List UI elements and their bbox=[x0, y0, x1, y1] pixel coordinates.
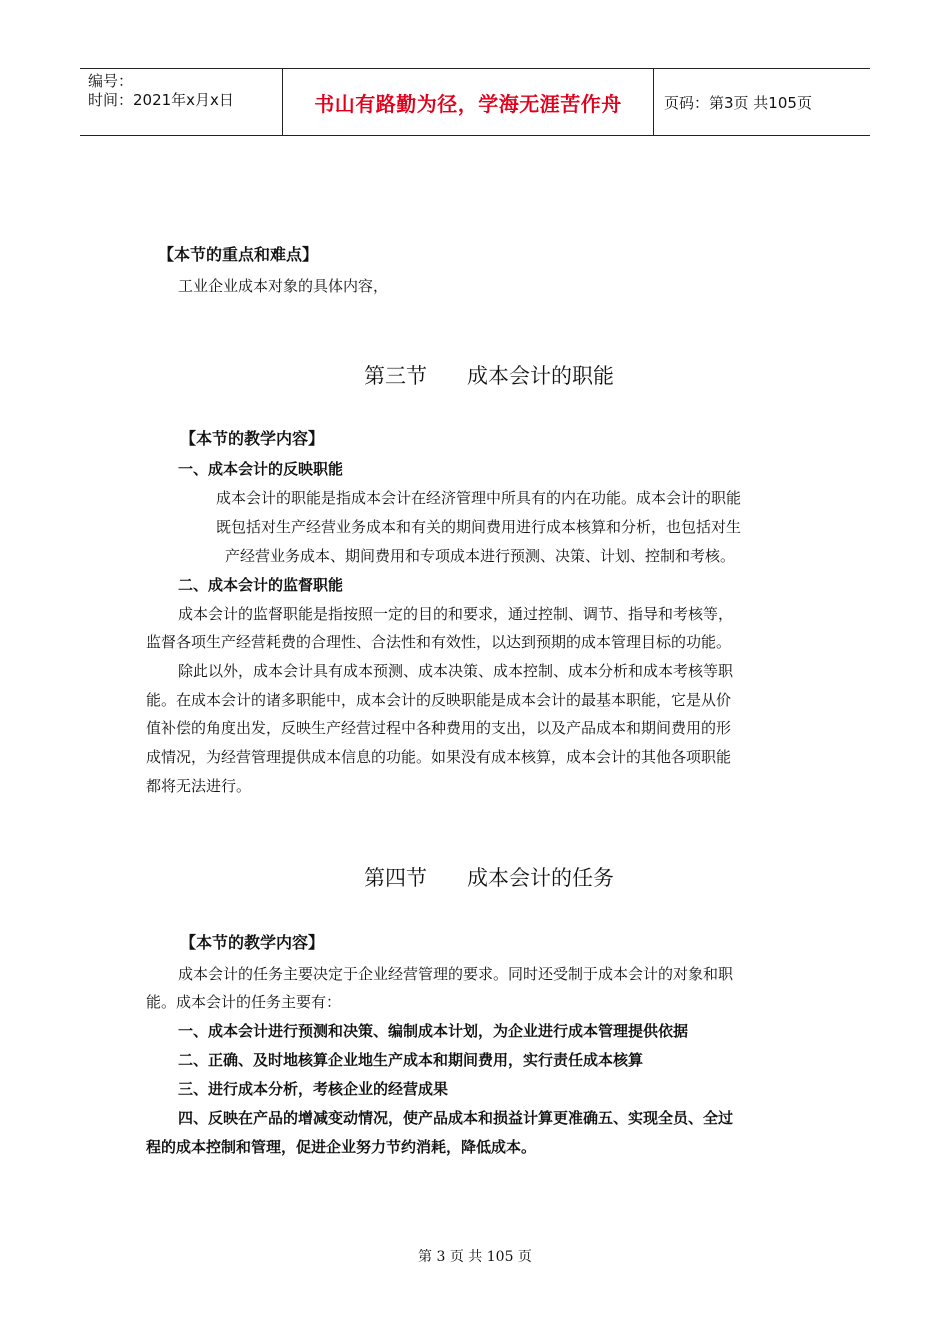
function-supervise-line: 成本会计的监督职能是指按照一定的目的和要求，通过控制、调节、指导和考核等， bbox=[178, 605, 734, 623]
task-item: 程的成本控制和管理，促进企业努力节约消耗，降低成本。 bbox=[146, 1138, 537, 1156]
function-extra-line: 除此以外，成本会计具有成本预测、成本决策、成本控制、成本分析和成本考核等职 bbox=[178, 662, 734, 680]
section-3-teaching-title: 【本节的教学内容】 bbox=[180, 429, 325, 448]
function-reflect-line: 成本会计的职能是指成本会计在经济管理中所具有的内在功能。成本会计的职能 bbox=[216, 489, 742, 507]
section-4-heading: 第四节 成本会计的任务 bbox=[364, 866, 615, 890]
function-extra-line: 值补偿的角度出发，反映生产经营过程中各种费用的支出，以及产品成本和期间费用的形 bbox=[146, 719, 732, 737]
header-page-cell bbox=[654, 69, 870, 135]
function-reflect-title: 一、成本会计的反映职能 bbox=[178, 460, 344, 478]
header-page-code: 页码：第3页 共105页 bbox=[664, 93, 812, 112]
function-supervise-line: 监督各项生产经营耗费的合理性、合法性和有效性，以达到预期的成本管理目标的功能。 bbox=[146, 633, 732, 651]
header-motto-cell bbox=[282, 69, 654, 135]
header-motto: 书山有路勤为径，学海无涯苦作舟 bbox=[314, 91, 622, 116]
section-3-heading: 第三节 成本会计的职能 bbox=[364, 364, 615, 388]
function-extra-line: 成情况，为经营管理提供成本信息的功能。如果没有成本核算，成本会计的其他各项职能 bbox=[146, 748, 732, 766]
function-supervise-title: 二、成本会计的监督职能 bbox=[178, 576, 344, 594]
task-item: 二、正确、及时地核算企业地生产成本和期间费用，实行责任成本核算 bbox=[178, 1051, 644, 1069]
function-reflect-line: 产经营业务成本、期间费用和专项成本进行预测、决策、计划、控制和考核。 bbox=[225, 547, 736, 565]
document-number-label: 编号： bbox=[88, 72, 134, 90]
function-extra-line: 都将无法进行。 bbox=[146, 777, 252, 795]
task-intro-line: 成本会计的任务主要决定于企业经营管理的要求。同时还受制于成本会计的对象和职 bbox=[178, 965, 734, 983]
task-item: 三、进行成本分析，考核企业的经营成果 bbox=[178, 1080, 449, 1098]
function-extra-line: 能。在成本会计的诸多职能中，成本会计的反映职能是成本会计的最基本职能，它是从价 bbox=[146, 691, 732, 709]
task-item: 四、反映在产品的增减变动情况，使产品成本和损益计算更准确五、实现全员、全过 bbox=[178, 1109, 734, 1127]
key-points-text: 工业企业成本对象的具体内容， bbox=[178, 277, 389, 295]
section-4-teaching-title: 【本节的教学内容】 bbox=[180, 933, 325, 952]
header-meta bbox=[80, 69, 282, 135]
key-points-title: 【本节的重点和难点】 bbox=[158, 245, 319, 264]
task-item: 一、成本会计进行预测和决策、编制成本计划，为企业进行成本管理提供依据 bbox=[178, 1022, 689, 1040]
page-footer: 第 3 页 共 105 页 bbox=[418, 1249, 532, 1265]
document-time-label: 时间：2021年x月x日 bbox=[88, 91, 234, 109]
task-intro-line: 能。成本会计的任务主要有： bbox=[146, 993, 342, 1011]
function-reflect-line: 既包括对生产经营业务成本和有关的期间费用进行成本核算和分析，也包括对生 bbox=[216, 518, 742, 536]
page-header bbox=[80, 68, 870, 136]
